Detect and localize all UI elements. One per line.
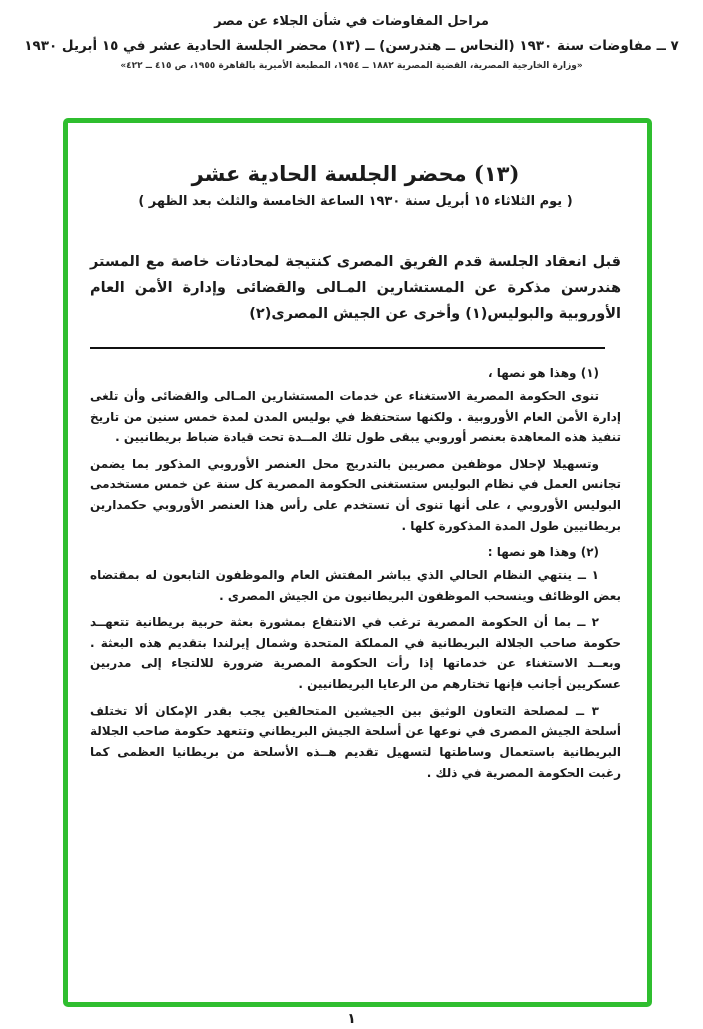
page-number: ١ <box>347 1011 356 1027</box>
footnote-1-label: (١) وهذا هو نصها ، <box>488 366 599 381</box>
footnote-2-item-2: ٢ ــ بما أن الحكومة المصرية ترغب في الانتفاع بمشورة بعثة حربية بريطانية تتعهــد حكومة صاحب الجلالة البريطانية في المملكة المتحدة وشمال إيرلندا بتقديم هذه البعثة . وبعــد الاستغناء عن خدماتها إذا رأت الحكومة المصرية ضرورة للالتجاء إلى مدربين عسكريين أجانب فإنها تختارهم من الرعايا البريطانيين . <box>90 615 621 692</box>
document-session-datetime: ( يوم الثلاثاء ١٥ أبريل سنة ١٩٣٠ الساعة الخامسة والثلث بعد الظهر ) <box>138 194 573 209</box>
document-scan-frame <box>63 118 652 1007</box>
footnote-separator-rule <box>90 347 605 349</box>
footnotes-section <box>90 363 621 783</box>
header-subtitle: ٧ ــ مفاوضات سنة ١٩٣٠ (النحاس ــ هندرسن) ــ (١٣) محضر الجلسة الحادية عشر في ١٥ أبريل ١٩٣٠ <box>24 38 679 54</box>
document-title: (١٣) محضر الجلسة الحادية عشر <box>191 161 520 186</box>
footnote-1-paragraph-2: وتسهيلا لإحلال موظفين مصريين بالتدريج محل العنصر الأوروبي المذكور بما يضمن تجانس العمل في نظام البوليس ستستغنى الحكومة المصرية كل سنة عن خمس مستخدمى البوليس الأوروبي ، على أنها تنوى أن تستخدم على رأس هذا العنصر الأوروبي حكمدارين بريطانيين طول المدة المذكورة كلها . <box>90 456 621 533</box>
footnote-1-paragraph-1: تنوى الحكومة المصرية الاستغناء عن خدمات المستشارين المـالى والقضائى وأن تلغى إدارة الأمن العام الأوروبية . ولكنها ستحتفظ في بوليس المدن لمدة خمس سنين من تاريخ تنفيذ هذه المعاهدة بعنصر أوروبي يبقى طول تلك المــدة تحت قيادة ضباط بريطانيين . <box>90 388 621 445</box>
header-source-citation: «وزارة الخارجية المصرية، القضية المصرية ١٨٨٢ ــ ١٩٥٤، المطبعة الأميرية بالقاهرة ١٩٥٥، ص ٤١٥ ــ ٤٢٢» <box>120 61 583 71</box>
page-header <box>0 0 703 71</box>
document-body-paragraph: قبل انعقاد الجلسة قدم الفريق المصرى كنتيجة لمحادثات خاصة مع المستر هندرسن مذكرة عن المستشارين المـالى والقضائى وإدارة الأمن العام الأوروبية والبوليس(١) وأخرى عن الجيش المصرى(٢) <box>90 254 621 323</box>
header-title: مراحل المفاوضات في شأن الجلاء عن مصر <box>214 14 489 29</box>
footnote-2-item-3: ٣ ــ لمصلحة التعاون الوثيق بين الجيشين المتحالفين يجب بقدر الإمكان ألا تختلف أسلحة الجيش المصرى في نوعها عن أسلحة الجيش البريطاني وتتعهد حكومة صاحب الجلالة البريطانية باستعمال وساطتها لتسهيل تقديم هــذه الأسلحة من بريطانيا العظمى كما رغبت الحكومة المصرية في ذلك . <box>90 703 621 780</box>
footnote-2-label: (٢) وهذا هو نصها : <box>487 545 599 560</box>
document-scan-content <box>68 123 647 783</box>
footnote-2-item-1: ١ ــ ينتهي النظام الحالي الذي يباشر المفتش العام والموظفون التابعون له بمقتضاه بعض الوظائف وينسحب الموظفون البريطانيون من الجيش المصرى . <box>90 567 621 603</box>
